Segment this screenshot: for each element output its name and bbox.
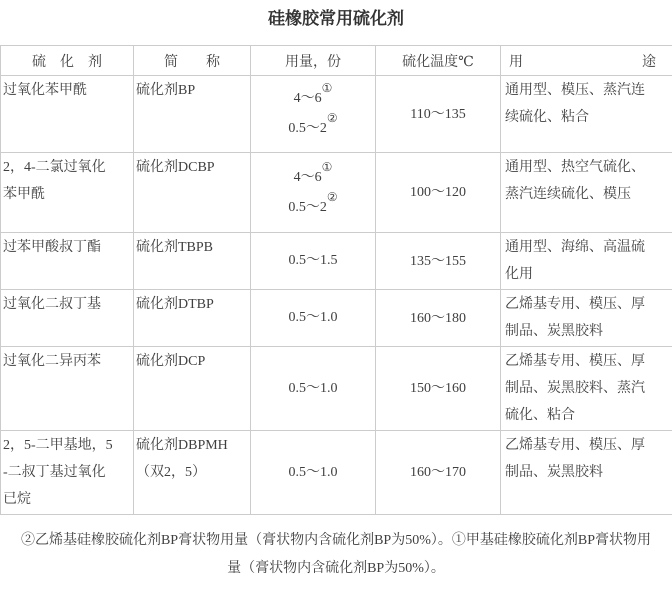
use-cell — [501, 290, 672, 347]
use-cell — [501, 76, 672, 153]
dosage-cell — [251, 431, 376, 515]
abbr-cell — [134, 153, 251, 233]
use-cell — [501, 233, 672, 290]
abbr-line: 硫化剂DTBP — [136, 291, 248, 318]
table-row — [1, 233, 672, 290]
header-cell-abbr: 简 称 — [134, 46, 251, 76]
agent-cell — [1, 290, 134, 347]
abbr-cell — [134, 347, 251, 431]
dosage-cell — [251, 347, 376, 431]
agent-line: 已烷 — [3, 486, 131, 513]
use-line: 硫化、粘合 — [505, 402, 670, 429]
agent-line: 2，4-二氯过氧化 — [3, 154, 131, 181]
use-line: 蒸汽连续硫化、模压 — [505, 181, 670, 208]
vulcanizing-agents-table — [0, 45, 672, 515]
header-use-left: 用 — [509, 51, 523, 71]
table-row — [1, 431, 672, 515]
agent-line: 过氧化二叔丁基 — [3, 291, 131, 318]
use-line: 制品、炭黑胶料 — [505, 459, 670, 486]
use-line: 通用型、模压、蒸汽连 — [505, 77, 670, 104]
use-line: 制品、炭黑胶料、蒸汽 — [505, 375, 670, 402]
temp-cell: 110～135 — [376, 76, 501, 153]
agent-line: -二叔丁基过氧化 — [3, 459, 131, 486]
header-use-right: 途 — [642, 51, 656, 71]
dosage-line: 4～6① — [251, 165, 375, 191]
dosage-line: 0.5～2② — [251, 116, 375, 142]
use-line: 乙烯基专用、模压、厚 — [505, 348, 670, 375]
agent-cell — [1, 233, 134, 290]
dosage-cell — [251, 233, 376, 290]
use-cell — [501, 347, 672, 431]
use-line: 乙烯基专用、模压、厚 — [505, 432, 670, 459]
header-cell-dosage: 用量，份 — [251, 46, 376, 76]
agent-line: 2，5-二甲基地，5 — [3, 432, 131, 459]
abbr-line: 硫化剂BP — [136, 77, 248, 104]
footnote: ②乙烯基硅橡胶硫化剂BP膏状物用量（膏状物内含硫化剂BP为50%）。①甲基硅橡胶硫化剂BP膏状物用量（膏状物内含硫化剂BP为50%）。 — [16, 527, 656, 583]
temp-cell: 160～170 — [376, 431, 501, 515]
agent-cell — [1, 76, 134, 153]
dosage-line: 4～6① — [251, 86, 375, 112]
abbr-cell — [134, 290, 251, 347]
footnote-ref-1: ① — [322, 160, 333, 174]
header-cell-use — [501, 46, 672, 76]
use-cell — [501, 431, 672, 515]
header-row — [1, 46, 672, 76]
footnote-ref-2: ② — [327, 111, 338, 125]
table-row — [1, 153, 672, 233]
header-cell-temp: 硫化温度℃ — [376, 46, 501, 76]
agent-cell — [1, 347, 134, 431]
dosage-cell — [251, 290, 376, 347]
abbr-line: 硫化剂DCBP — [136, 154, 248, 181]
abbr-line: 硫化剂DBPMH — [136, 432, 248, 459]
temp-cell: 150～160 — [376, 347, 501, 431]
dosage-line: 0.5～1.0 — [251, 305, 375, 331]
agent-cell — [1, 431, 134, 515]
footnote-ref-1: ① — [322, 81, 333, 95]
temp-cell: 160～180 — [376, 290, 501, 347]
dosage-line: 0.5～1.5 — [251, 248, 375, 274]
agent-line: 过苯甲酸叔丁酯 — [3, 234, 131, 261]
dosage-cell — [251, 153, 376, 233]
abbr-line: 硫化剂DCP — [136, 348, 248, 375]
table-row — [1, 290, 672, 347]
dosage-line: 0.5～1.0 — [251, 460, 375, 486]
table-row — [1, 76, 672, 153]
temp-cell: 135～155 — [376, 233, 501, 290]
use-line: 乙烯基专用、模压、厚 — [505, 291, 670, 318]
table-row — [1, 347, 672, 431]
agent-line: 过氧化二异丙苯 — [3, 348, 131, 375]
use-cell — [501, 153, 672, 233]
use-line: 化用 — [505, 261, 670, 288]
use-line: 制品、炭黑胶料 — [505, 318, 670, 345]
abbr-cell — [134, 431, 251, 515]
abbr-line: （双2，5） — [136, 459, 248, 486]
abbr-cell — [134, 76, 251, 153]
temp-cell: 100～120 — [376, 153, 501, 233]
abbr-cell — [134, 233, 251, 290]
abbr-line: 硫化剂TBPB — [136, 234, 248, 261]
page-title: 硅橡胶常用硫化剂 — [0, 8, 672, 30]
agent-cell — [1, 153, 134, 233]
use-line: 通用型、热空气硫化、 — [505, 154, 670, 181]
header-cell-agent: 硫 化 剂 — [1, 46, 134, 76]
agent-line: 过氧化苯甲酰 — [3, 77, 131, 104]
agent-line: 苯甲酰 — [3, 181, 131, 208]
use-line: 续硫化、粘合 — [505, 104, 670, 131]
footnote-ref-2: ② — [327, 190, 338, 204]
dosage-cell — [251, 76, 376, 153]
dosage-line: 0.5～1.0 — [251, 376, 375, 402]
dosage-line: 0.5～2② — [251, 195, 375, 221]
use-line: 通用型、海绵、高温硫 — [505, 234, 670, 261]
